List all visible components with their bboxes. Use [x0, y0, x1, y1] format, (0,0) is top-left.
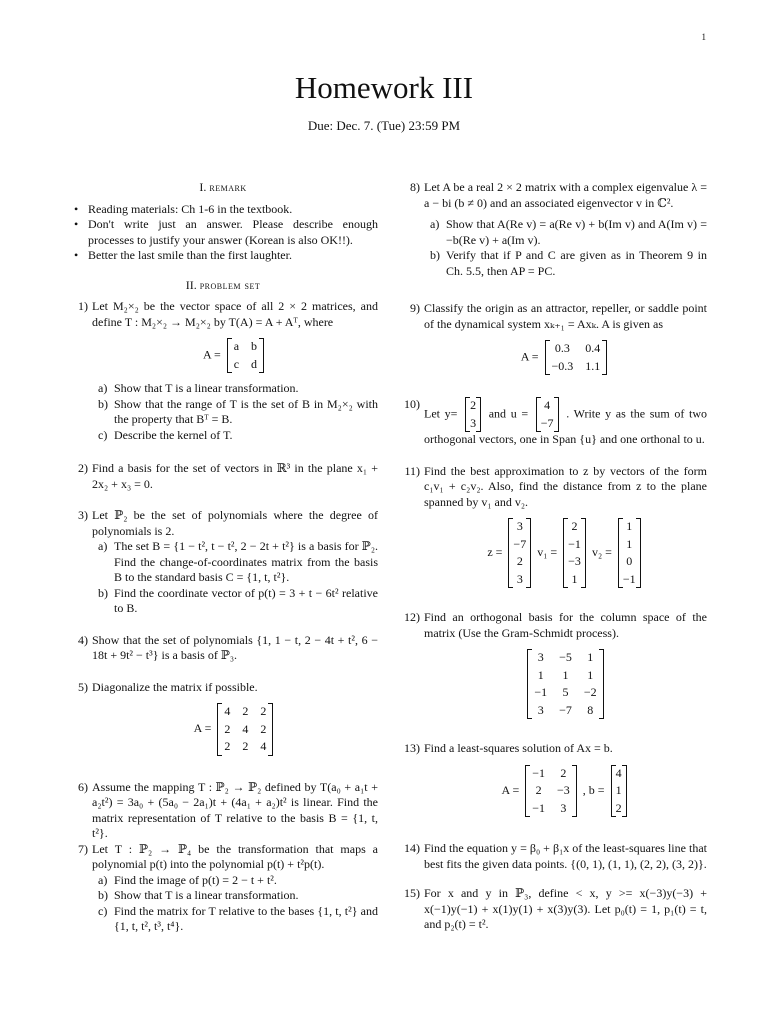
matrix-display: A = −1 2 2 −3 −1 3 , b = 4 1 2 — [424, 765, 707, 818]
problem-9: 9) Classify the origin as an attractor, repeller, or saddle point of the dynamical system xₖ₊₁ = Axₖ. A is given as A = 0.3 0.4 −0.3 1.1 — [400, 301, 707, 375]
sub-question: a) Find the image of p(t) = 2 − t + t². — [98, 872, 277, 887]
matrix-display: A = a b c d — [92, 338, 378, 373]
due-date: Due: Dec. 7. (Tue) 23:59 PM — [307, 118, 461, 133]
left-column — [68, 180, 378, 935]
page-number: 1 — [701, 32, 706, 42]
matrix: a b c d — [227, 338, 264, 373]
problem-15: 15) For x and y in ℙ₃, define < x, y >= x(−3)y(−3) + x(−1)y(−1) + x(1)y(1) + x(3)y(3). Let p₀(t) = 1, p₁(t) = t, and p₂(t) = t². — [404, 886, 707, 931]
vector-y: 2 3 — [465, 397, 481, 432]
vector-z: 3 −7 2 3 — [508, 518, 531, 588]
problem-14: 14) Find the equation y = β₀ + β₁x of the least-squares line that best fits the given data points. {(0, 1), (1, 1), (2, 2), (3, 2)}. — [404, 841, 707, 871]
remark-item: • Don't write just an answer. Please describe enough processes to justify your answer (Korean is also OK!!). — [88, 217, 378, 248]
matrix-display: A = 4 2 2 2 4 2 2 2 4 — [92, 703, 378, 756]
sub-question: c) Describe the kernel of T. — [98, 427, 233, 442]
page-title: Homework III — [294, 70, 474, 105]
vector-v1: 2 −1 −3 1 — [563, 518, 586, 588]
problem-13: 13) Find a least-squares solution of Ax = b. A = −1 2 2 −3 −1 3 , b = 4 1 2 — [400, 741, 707, 817]
sub-question: b) Show that T is a linear transformation. — [98, 888, 299, 902]
problem-1: 1) Let M₂×₂ be the vector space of all 2 × 2 matrices, and define T : M₂×₂ → M₂×₂ by T(A) = A + Aᵀ, where A = a b c d a) Show that T is a linear transformation. b) Show that the range of T is the set of B in M₂×₂ with the property that Bᵀ = B. c) Describe the kernel of T. — [78, 299, 378, 442]
problem-8: 8) Let A be a real 2 × 2 matrix with a complex eigenvalue λ = a − bi (b ≠ 0) and an associated eigenvector v in ℂ². a) Show that A(Re v) = a(Re v) + b(Im v) and A(Im v) = −b(Re v) + a(Im v). b) Verify that if P and C are given as in Theorem 9 in Ch. 5.5, then AP = PC. — [410, 180, 707, 278]
sub-question: b) Find the coordinate vector of p(t) = 3 + t − 6t² relative to B. — [98, 585, 378, 615]
section-heading-remark: I. remark — [199, 180, 247, 194]
sub-question: b) Verify that if P and C are given as in Theorem 9 in Ch. 5.5, then AP = PC. — [430, 248, 707, 278]
problem-12: 12) Find an orthogonal basis for the column space of the matrix (Use the Gram-Schmidt process). 3 −5 1 1 1 1 −1 5 −2 3 −7 8 — [400, 610, 707, 719]
problem-11: 11) Find the best approximation to z by vectors of the form c₁v₁ + c₂v₂. Also, find the distance from z to the plane spanned by v₁ and v₂. z = 3 −7 2 3 v₁ = 2 −1 −3 1 v₂ = 1 1 0 −1 — [400, 464, 707, 589]
problem-6: 6) Assume the mapping T : ℙ₂ → ℙ₂ defined by T(a₀ + a₁t + a₂t²) = 3a₀ + (5a₀ − 2a₁)t + (4a₁ + a₂)t² is linear. Find the matrix representation of T relative to the basis B = {1, t, t²}. — [78, 779, 378, 840]
problem-7: 7) Let T : ℙ₂ → ℙ₄ be the transformation that maps a polynomial p(t) into the polynomial p(t) + t²p(t). a) Find the image of p(t) = 2 − t + t². b) Show that T is a linear transformation. c) Find the matrix for T relative to the bases {1, t, t²} and {1, t, t², t³, t⁴}. — [78, 841, 378, 933]
section-heading-problems: II. problem set — [185, 277, 261, 292]
sub-question: b) Show that the range of T is the set of B in M₂×₂ with the property that Bᵀ = B. — [98, 396, 378, 426]
matrix: 4 2 2 2 4 2 2 2 4 — [217, 703, 273, 756]
problem-10: 10) Let y= 2 3 and u = 4 −7 . Write y as the sum of two orthogonal vectors, one in Span {u} and one orthonal to u. — [404, 397, 708, 446]
vector-v2: 1 1 0 −1 — [618, 518, 641, 588]
problem-4: 4) Show that the set of polynomials {1, 1 − t, 2 − 4t + t², 6 − 18t + 9t² − t³} is a basis of ℙ₃. — [78, 632, 378, 662]
right-column — [400, 180, 707, 933]
matrix: −1 2 2 −3 −1 3 — [525, 765, 577, 818]
remark-list — [68, 202, 378, 264]
remark-item: • Reading materials: Ch 1-6 in the textbook. — [88, 202, 378, 218]
matrix: 0.3 0.4 −0.3 1.1 — [545, 340, 608, 375]
vector-display: z = 3 −7 2 3 v₁ = 2 −1 −3 1 v₂ = 1 1 0 −1 — [424, 518, 707, 588]
vector-u: 4 −7 — [536, 397, 559, 432]
matrix: 3 −5 1 1 1 1 −1 5 −2 3 −7 8 — [527, 649, 603, 719]
problem-3: 3) Let ℙ₂ be the set of polynomials where the degree of polynomials is 2. a) The set B = {1 − t², t − t², 2 − 2t + t²} is a basis for ℙ₂. Find the change-of-coordinates matrix from the basis B to the standard basis C = {1, t, t²}. b) Find the coordinate vector of p(t) = 3 + t − 6t² relative to B. — [78, 508, 378, 615]
matrix-display: A = 0.3 0.4 −0.3 1.1 — [424, 340, 707, 375]
sub-question: a) Show that T is a linear transformation. — [98, 381, 299, 395]
problem-5: 5) Diagonalize the matrix if possible. A = 4 2 2 2 4 2 2 2 4 — [68, 680, 378, 756]
problem-2: 2) Find a basis for the set of vectors in ℝ³ in the plane x₁ + 2x₂ + x₃ = 0. — [78, 461, 378, 491]
remark-item: • Better the last smile than the first laughter. — [88, 248, 378, 264]
sub-question: a) The set B = {1 − t², t − t², 2 − 2t + t²} is a basis for ℙ₂. Find the change-of-coordinates matrix from the basis B to the standard basis C = {1, t, t²}. — [98, 539, 378, 584]
matrix-display — [424, 649, 707, 719]
vector-b: 4 1 2 — [611, 765, 627, 818]
sub-question: c) Find the matrix for T relative to the bases {1, t, t²} and {1, t, t², t³, t⁴}. — [98, 903, 378, 933]
sub-question: a) Show that A(Re v) = a(Re v) + b(Im v) and A(Im v) = −b(Re v) + a(Im v). — [430, 217, 707, 247]
